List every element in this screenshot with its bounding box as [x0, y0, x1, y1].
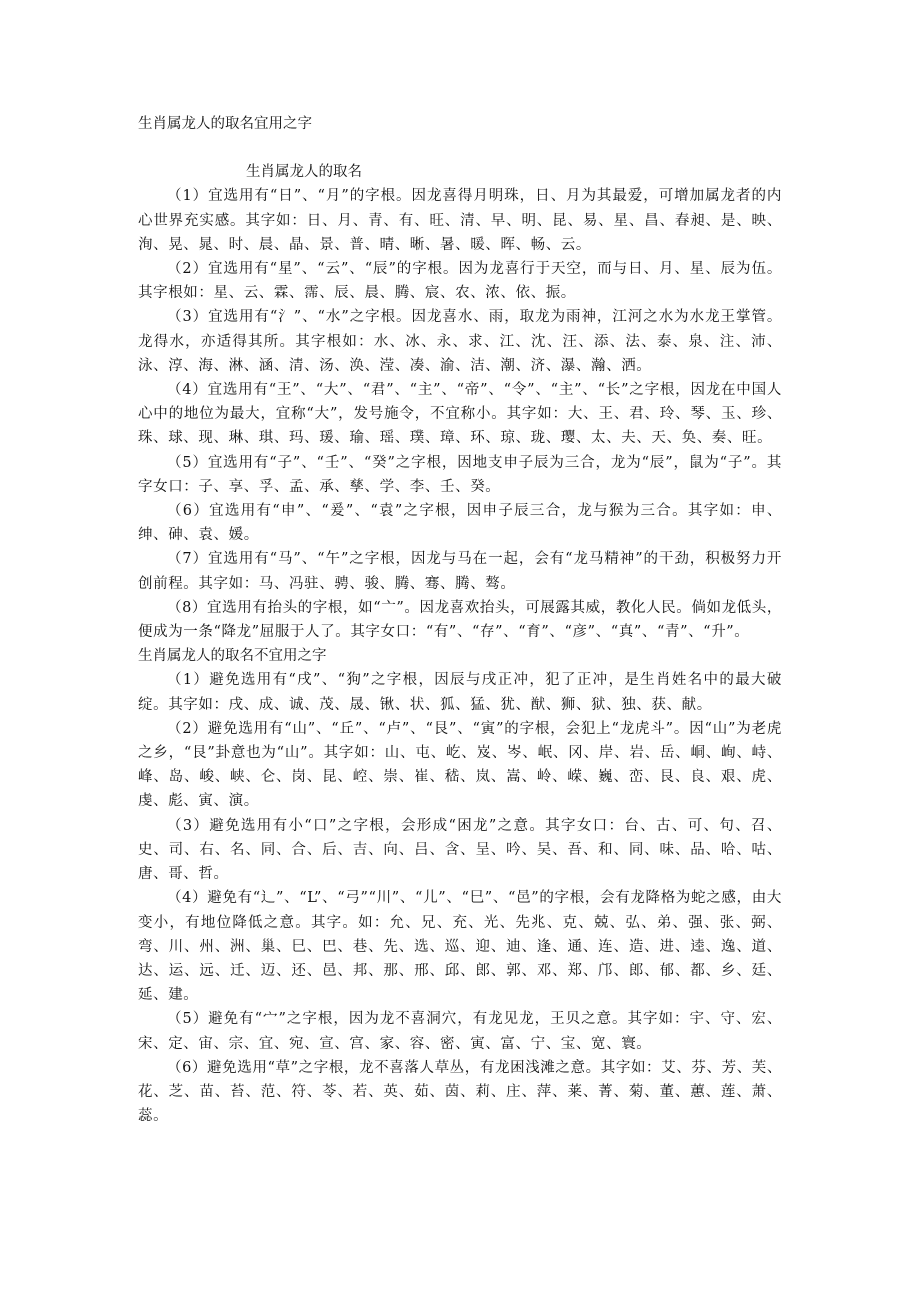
good-item-2: （2）宜选用有“星”、“云”、“辰”的字根。因为龙喜行于天空，而与日、月、星、辰为伍。其字根如：星、云、霖、霈、辰、晨、腾、宸、农、浓、依、振。 — [138, 261, 782, 302]
good-item-6: （6）宜选用有“申”、“爰”、“袁”之字根，因申子辰三合，龙与猴为三合。其字如：申、绅、砷、袁、媛。 — [138, 503, 782, 544]
document-page — [138, 112, 782, 1128]
bad-item-1: （1）避免选用有“戌”、“狗”之字根，因辰与戌正冲，犯了正冲，是生肖姓名中的最大破绽。其字如：戌、成、诚、茂、晟、锹、状、狐、猛、犹、猷、狮、狱、独、获、献。 — [138, 672, 782, 713]
bad-item-4: （4）避免有“辶”、“L”、“弓”“川”、“儿”、“巳”、“邑”的字根，会有龙降格为蛇之感，由大变小，有地位降低之意。其字。如：允、兄、充、光、先兆、克、兢、弘、弟、强、张、弼、弯、川、州、洲、巢、巳、巴、巷、先、选、巡、迎、迪、逢、通、连、造、进、逵、逸、道、达、运、远、迁、迈、还、邑、邦、那、邢、邱、郎、郭、邓、郑、邝、郎、郁、都、乡、廷、延、建。 — [138, 890, 782, 1004]
bad-item-5: （5）避免有“宀”之字根，因为龙不喜洞穴，有龙见龙，王贝之意。其字如：宇、守、宏、宋、定、宙、宗、宜、宛、宣、宫、家、容、密、寅、富、宁、宝、宽、寰。 — [138, 1011, 782, 1052]
good-item-1: （1）宜选用有“日”、“月”的字根。因龙喜得月明珠，日、月为其最爱，可增加属龙者的内心世界充实感。其字如：日、月、青、有、旺、清、早、明、昆、易、星、昌、春昶、是、映、洵、晃、晁、时、晨、晶、景、普、晴、晰、暑、暖、晖、畅、云。 — [138, 188, 782, 253]
good-item-4: （4）宜选用有“王”、“大”、“君”、“主”、“帝”、“令”、“主”、“长”之字根，因龙在中国人心中的地位为最大，宜称“大”，发号施令，不宜称小。其字如：大、王、君、玲、琴、玉、珍、珠、球、现、琳、琪、玛、瑗、瑜、瑶、璞、璋、环、琼、珑、璎、太、夫、天、奂、奏、旺。 — [138, 382, 782, 447]
bad-item-2: （2）避免选用有“山”、“丘”、“卢”、“艮”、“寅”的字根，会犯上“龙虎斗”。因“山”为老虎之乡，“艮”卦意也为“山”。其字如：山、屯、屹、岌、岑、岷、冈、岸、岩、岳、峒、峋、峙、峰、岛、峻、峡、仑、岗、昆、崆、崇、崔、嵇、岚、嵩、岭、嵘、巍、峦、艮、良、艰、虎、虔、彪、寅、演。 — [138, 720, 782, 810]
good-item-7: （7）宜选用有“马”、“午”之字根，因龙与马在一起，会有“龙马精神”的干劲，积极努力开创前程。其字如：马、冯驻、骋、骏、腾、骞、腾、骜。 — [138, 551, 782, 592]
section-title-bad: 生肖属龙人的取名不宜用之字 — [138, 648, 327, 665]
good-item-8: （8）宜选用有抬头的字根，如“亠”。因龙喜欢抬头，可展露其威，教化人民。倘如龙低头，便成为一条“降龙”屈服于人了。其字女口：“有”、“存”、“育”、“彦”、“真”、“青”、“升”。 — [138, 599, 782, 641]
good-item-3: （3）宜选用有“氵”、“水”之字根。因龙喜水、雨，取龙为雨神，江河之水为水龙王掌管。龙得水，亦适得其所。其字根如：水、冰、永、求、江、沈、汪、添、法、泰、泉、注、沛、泳、淳、海、淋、涵、清、汤、涣、滢、凑、渝、洁、潮、济、瀑、瀚、洒。 — [138, 309, 782, 374]
good-item-5: （5）宜选用有“子”、“壬”、“癸”之字根，因地支申子辰为三合，龙为“辰”，鼠为“子”。其字女口：子、享、孚、孟、承、孳、学、李、壬、癸。 — [138, 454, 782, 495]
bad-item-3: （3）避免选用有小“口”之字根，会形成“困龙”之意。其字女口：台、古、可、句、召、史、司、右、名、同、合、后、吉、向、吕、含、呈、吟、吴、吾、和、同、味、品、哈、咕、唐、哥、哲。 — [138, 817, 782, 883]
bad-item-6: （6）避免选用“草”之字根，龙不喜落人草丛，有龙困浅滩之意。其字如：艾、芬、芳、芙、花、芝、苗、苔、范、符、苓、若、英、茹、茵、莉、庄、萍、莱、菁、菊、董、蕙、莲、萧、蕊。 — [138, 1059, 782, 1125]
document-title: 生肖属龙人的取名宜用之字 — [138, 116, 312, 132]
section-title-good: 生肖属龙人的取名 — [246, 164, 362, 181]
